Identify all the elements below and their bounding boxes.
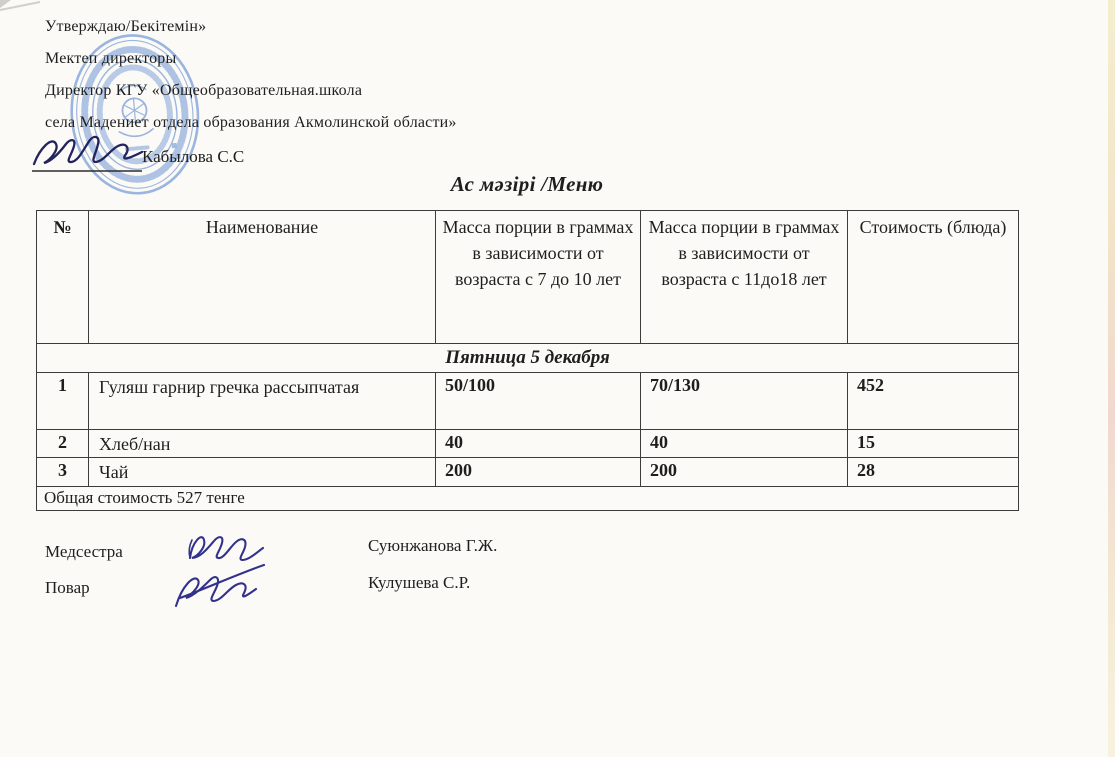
col-header-cost: Стоимость (блюда)	[848, 211, 1019, 344]
cell-mass-11-18: 70/130	[641, 373, 848, 430]
menu-table	[36, 210, 1019, 511]
staff-signatures	[146, 520, 278, 614]
table-row	[37, 373, 1019, 430]
col-header-mass-7-10: Масса порции в граммах в зависимости от возраста с 7 до 10 лет	[436, 211, 641, 344]
cell-row-number: 3	[37, 458, 89, 487]
role-label-cook: Повар	[45, 578, 90, 597]
approval-line-1: Утверждаю/Бекітемін»	[45, 18, 207, 35]
approval-line-4: села Мадениет отдела образования Акмолинской области»	[45, 114, 457, 131]
approval-line-2: Мектеп директоры	[45, 50, 177, 67]
scan-corner-artifact	[0, 0, 48, 16]
approval-line-3: Директор КГУ «Общеобразовательная.школа	[45, 82, 363, 99]
cell-mass-11-18: 40	[641, 430, 848, 458]
cell-cost: 15	[848, 430, 1019, 458]
day-header-row	[37, 344, 1019, 373]
table-row	[37, 430, 1019, 458]
cell-mass-7-10: 40	[436, 430, 641, 458]
col-header-mass-11-18: Масса порции в граммах в зависимости от возраста с 11до18 лет	[641, 211, 848, 344]
role-label-nurse: Медсестра	[45, 542, 123, 561]
cell-dish-name: Хлеб/нан	[89, 430, 436, 458]
total-cost-label: Общая стоимость 527 тенге	[37, 487, 1019, 511]
cell-cost: 452	[848, 373, 1019, 430]
scan-edge-strip	[1108, 0, 1115, 757]
document-title: Ас мәзірі /Меню	[450, 172, 604, 196]
cell-dish-name: Чай	[89, 458, 436, 487]
cell-row-number: 2	[37, 430, 89, 458]
cell-dish-name: Гуляш гарнир гречка рассыпчатая	[89, 373, 436, 430]
cook-name: Кулушева С.Р.	[368, 573, 471, 592]
cell-mass-11-18: 200	[641, 458, 848, 487]
table-row	[37, 458, 1019, 487]
col-header-name: Наименование	[89, 211, 436, 344]
cell-mass-7-10: 200	[436, 458, 641, 487]
day-header: Пятница 5 декабря	[37, 344, 1019, 373]
table-header-row	[37, 211, 1019, 344]
director-name: Кабылова С.С	[142, 147, 245, 166]
cell-mass-7-10: 50/100	[436, 373, 641, 430]
cell-cost: 28	[848, 458, 1019, 487]
nurse-name: Суюнжанова Г.Ж.	[368, 536, 498, 555]
col-header-number: №	[37, 211, 89, 344]
cell-row-number: 1	[37, 373, 89, 430]
total-row	[37, 487, 1019, 511]
